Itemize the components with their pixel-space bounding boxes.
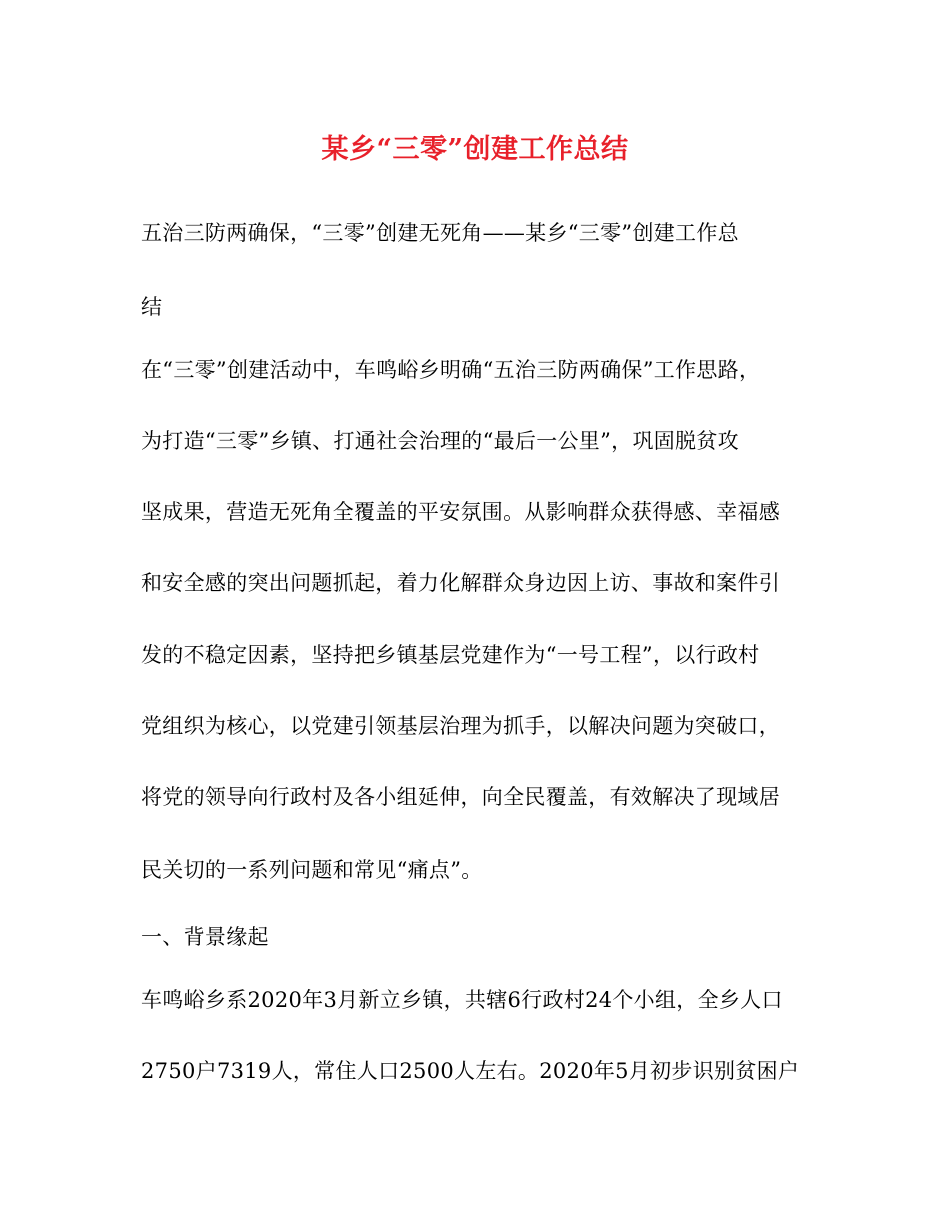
paragraph-line: 和安全感的突出问题抓起，着力化解群众身边因上访、事故和案件引 [141,571,780,595]
text-line-subtitle-1: 五治三防两确保，“三零”创建无死角——某乡“三零”创建工作总 [141,221,739,245]
paragraph-line: 坚成果，营造无死角全覆盖的平安氛围。从影响群众获得感、幸福感 [141,500,780,524]
paragraph-line: 在“三零”创建活动中，车鸣峪乡明确“五治三防两确保”工作思路， [141,358,761,382]
document-title: 某乡“三零”创建工作总结 [321,134,629,165]
text-line-subtitle-2: 结 [141,295,163,319]
section-heading: 一、背景缘起 [141,925,269,949]
paragraph-line: 2750户7319人，常住人口2500人左右。2020年5月初步识别贫困户 [141,1059,800,1083]
paragraph-line: 发的不稳定因素，坚持把乡镇基层党建作为“一号工程”，以行政村 [141,643,760,667]
paragraph-line: 为打造“三零”乡镇、打通社会治理的“最后一公里”，巩固脱贫攻 [141,429,739,453]
paragraph-line: 车鸣峪乡系2020年3月新立乡镇，共辖6行政村24个小组，全乡人口 [141,988,783,1012]
paragraph-line: 民关切的一系列问题和常见“痛点”。 [141,858,483,882]
paragraph-line: 党组织为核心，以党建引领基层治理为抓手，以解决问题为突破口， [141,714,780,738]
paragraph-line: 将党的领导向行政村及各小组延伸，向全民覆盖，有效解决了现域居 [141,785,780,809]
